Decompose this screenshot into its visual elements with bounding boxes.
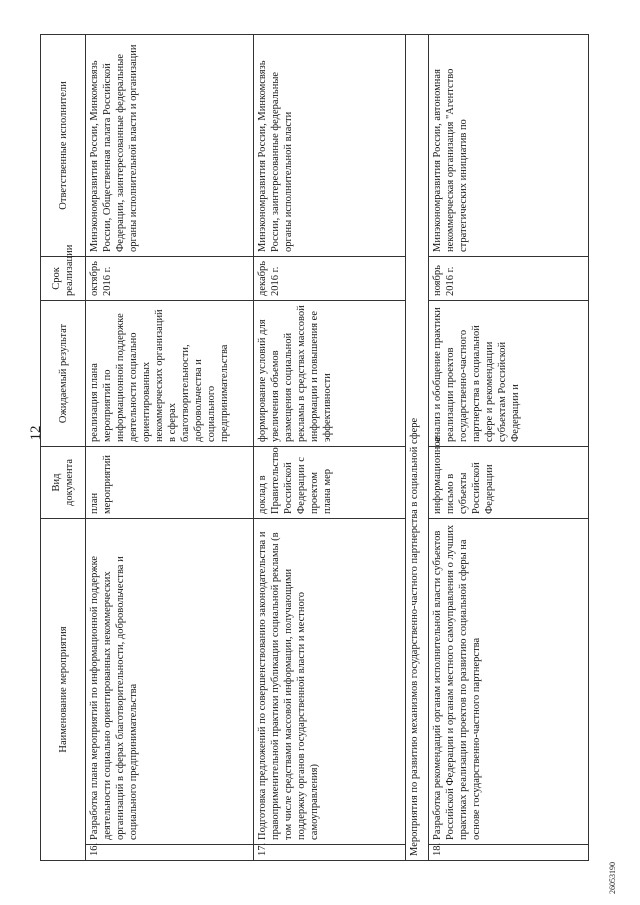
table-row xyxy=(429,34,589,860)
row-responsible: Минэкономразвития России, автономная некоммерческая организация "Агентство стратегических инициатив по xyxy=(429,34,589,256)
header-deadline: Срок реализации xyxy=(41,256,86,300)
table-row xyxy=(86,34,254,860)
table-header-row xyxy=(41,34,86,860)
row-result: реализация плана мероприятий по информационной поддержке деятельности социально ориентированных некоммерческих организаций в сферах благотворительности, добровольчества и социального предпринимательства xyxy=(86,300,254,446)
document-code: 26053190 xyxy=(608,862,617,894)
header-responsible: Ответственные исполнители xyxy=(41,34,86,256)
header-doc-type: Вид документа xyxy=(41,446,86,518)
row-doc-type: информационное письмо в субъекты Российской Федерации xyxy=(429,446,589,518)
row-responsible: Минэкономразвития России, Минкомсвязь России, заинтересованные федеральные органы исполнительной власти xyxy=(254,34,406,256)
section-row xyxy=(406,34,429,860)
measures-table xyxy=(40,34,589,861)
row-number: 17. xyxy=(254,845,406,861)
section-title: Мероприятия по развитию механизмов государственно-частного партнерства в социальной сфере xyxy=(406,34,429,860)
row-number: 18. xyxy=(429,845,589,861)
row-responsible: Минэкономразвития России, Минкомсвязь России, Общественная палата Российской Федерации, заинтересованные федеральные органы исполнительной власти и организации xyxy=(86,34,254,256)
row-deadline: октябрь 2016 г. xyxy=(86,256,254,300)
row-result: формирование условий для увеличения объемов размещения социальной рекламы в средствах массовой информации и повышения ее эффективности xyxy=(254,300,406,446)
row-name: Разработка рекомендаций органам исполнительной власти субъектов Российской Федерации и органам местного самоуправления о лучших практиках реализации проектов по развитию социальной сферы на основе государственно-частного партнерства xyxy=(429,518,589,844)
header-result: Ожидаемый результат xyxy=(41,300,86,446)
table-row xyxy=(254,34,406,860)
row-doc-type: доклад в Правительство Российской Федерации с проектом плана мер xyxy=(254,446,406,518)
row-result: анализ и обобщение практики реализации проектов государственно-частного партнерства в социальной сфере и рекомендации субъектам Российской Федерации и xyxy=(429,300,589,446)
row-deadline: ноябрь 2016 г. xyxy=(429,256,589,300)
row-doc-type: план мероприятий xyxy=(86,446,254,518)
header-name: Наименование мероприятия xyxy=(41,518,86,860)
page-number: 12 xyxy=(28,425,44,441)
row-name: Подготовка предложений по совершенствованию законодательства и правоприменительной практики публикации социальной рекламы (в том числе средствами массовой информации, получающими поддержку органов государственной власти и местного самоуправления) xyxy=(254,518,406,844)
row-deadline: декабрь 2016 г. xyxy=(254,256,406,300)
row-name: Разработка плана мероприятий по информационной поддержке деятельности социально ориентированных некоммерческих организаций в сферах благотворительности, добровольчества и социального предпринимательства xyxy=(86,518,254,844)
row-number: 16. xyxy=(86,845,254,861)
